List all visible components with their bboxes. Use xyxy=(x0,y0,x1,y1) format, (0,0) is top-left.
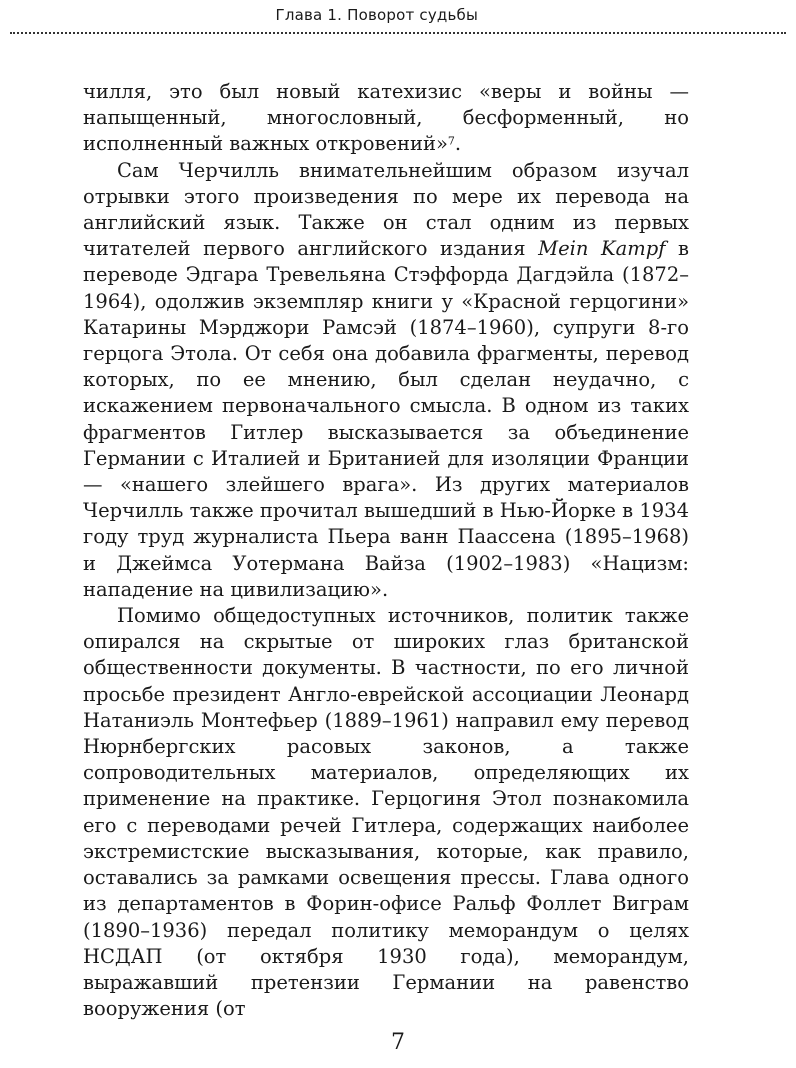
paragraph-3-text: Помимо общедоступных источников, политик также опирался на скрытые от широких глаз британской общественности документы. В частности, по его личной просьбе президент Англо-еврейской ассоциации Леонард Натаниэль Монтефьер (1889–1961) направил ему перевод Нюрнбергских расовых законов, а также сопроводительных материалов, определяющих их применение на практике. Герцогиня Этол познакомила его с переводами речей Гитлера, содержащих наиболее экстремистские высказывания, которые, как правило, оставались за рамками освещения прессы. Глава одного из департаментов в Форин-офисе Ральф Фоллет Виграм (1890–1936) передал политику меморандум о целях НСДАП (от октября 1930 года), меморандум, выражавший претензии Германии на равенство вооружения (от xyxy=(83,604,689,1021)
footnote-ref: 7 xyxy=(447,134,455,148)
running-head: Глава 1. Поворот судьбы xyxy=(275,6,478,24)
header-dotted-rule xyxy=(10,32,786,34)
paragraph-2-text-b: в переводе Эдгара Тревельяна Стэффорда Дагдэйла (1872–1964), одолжив экземпляр книги у «Красной герцогини» Катарины Мэрджори Рамсэй (1874–1960), супруги 8-го герцога Этола. От себя она добавила фрагменты, перевод которых, по ее мнению, был сделан неудачно, с искажением первоначального смысла. В одном из таких фрагментов Гитлер высказывается за объединение Германии с Италией и Британией для изоляции Франции — «нашего злейшего врага». Из других материалов Черчилль также прочитал вышедший в Нью-Йорке в 1934 году труд журналиста Пьера ванн Паассена (1895–1968) и Джеймса Уотермана Вайза (1902–1983) «Нацизм: нападение на цивилизацию». xyxy=(83,237,689,601)
book-title: Mein Kampf xyxy=(538,237,666,261)
page-number: 7 xyxy=(391,1030,405,1055)
paragraph-2-text-a: Сам Черчилль внимательнейшим образом изучал отрывки этого произведения по мере их перевода на английский язык. Также он стал одним из первых читателей первого английского издания xyxy=(83,158,689,261)
body-text xyxy=(83,79,689,1022)
paragraph-2 xyxy=(83,158,689,603)
paragraph-1-text: чилля, это был новый катехизис «веры и войны — напыщенный, многословный, бесформенный, но исполненный важных откровений» xyxy=(83,80,689,156)
paragraph-3 xyxy=(83,603,689,1022)
paragraph-1-tail: . xyxy=(454,132,462,156)
paragraph-1 xyxy=(83,79,689,158)
